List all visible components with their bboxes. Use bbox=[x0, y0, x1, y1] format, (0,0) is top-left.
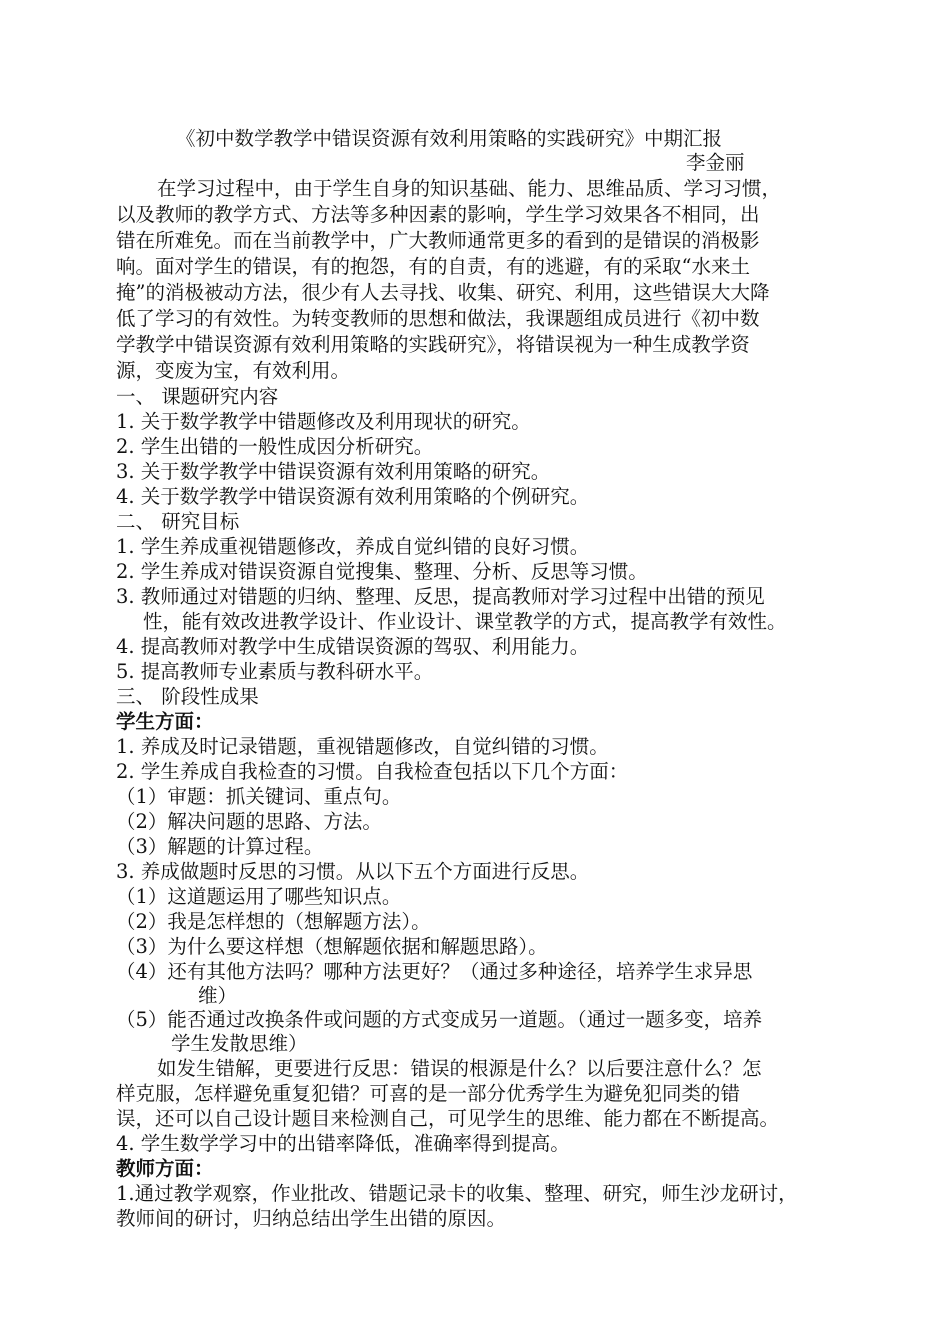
intro-line: 源，变废为宝，有效利用。 bbox=[116, 359, 351, 382]
list-item: （1）审题：抓关键词、重点句。 bbox=[116, 785, 402, 808]
list-item: （4）还有其他方法吗？哪种方法更好？（通过多种途径，培养学生求异思 bbox=[116, 960, 753, 983]
list-item-continuation: 维） bbox=[198, 984, 238, 1007]
list-item-continuation: 教师间的研讨，归纳总结出学生出错的原因。 bbox=[116, 1207, 507, 1230]
list-item: 4. 提高教师对教学中生成错误资源的驾驭、利用能力。 bbox=[116, 635, 590, 658]
intro-line: 低了学习的有效性。为转变教师的思想和做法，我课题组成员进行《初中数 bbox=[116, 307, 760, 330]
teachers-subheading: 教师方面： bbox=[116, 1157, 214, 1180]
paragraph-line: 样克服，怎样避免重复犯错？可喜的是一部分优秀学生为避免犯同类的错 bbox=[116, 1082, 741, 1105]
list-item: 3. 教师通过对错题的归纳、整理、反思，提高教师对学习过程中出错的预见 bbox=[116, 585, 765, 608]
list-item: 3. 养成做题时反思的习惯。从以下五个方面进行反思。 bbox=[116, 860, 590, 883]
intro-line: 学教学中错误资源有效利用策略的实践研究》，将错误视为一种生成教学资 bbox=[116, 333, 750, 356]
list-item: 1. 养成及时记录错题，重视错题修改，自觉纠错的习惯。 bbox=[116, 735, 609, 758]
section-heading: 一、 课题研究内容 bbox=[116, 385, 279, 408]
list-item-continuation: 学生发散思维） bbox=[171, 1032, 308, 1055]
list-item: （2）我是怎样想的（想解题方法）。 bbox=[116, 910, 431, 933]
intro-line: 掩”的消极被动方法，很少有人去寻找、收集、研究、利用，这些错误大大降 bbox=[116, 281, 770, 304]
paragraph-line: 如发生错解，更要进行反思：错误的根源是什么？以后要注意什么？怎 bbox=[157, 1057, 762, 1080]
intro-line: 错在所难免。而在当前教学中，广大教师通常更多的看到的是错误的消极影 bbox=[116, 229, 760, 252]
paragraph-line: 误，还可以自己设计题目来检测自己，可见学生的思维、能力都在不断提高。 bbox=[116, 1107, 780, 1130]
list-item-continuation: 性，能有效改进教学设计、作业设计、课堂教学的方式，提高教学有效性。 bbox=[143, 610, 787, 633]
list-item: 4. 学生数学学习中的出错率降低，准确率得到提高。 bbox=[116, 1132, 570, 1155]
intro-line: 以及教师的教学方式、方法等多种因素的影响，学生学习效果各不相同，出 bbox=[116, 203, 760, 226]
author-name: 李金丽 bbox=[686, 151, 745, 174]
list-item: （1）这道题运用了哪些知识点。 bbox=[116, 885, 402, 908]
section-heading: 二、 研究目标 bbox=[116, 510, 240, 533]
list-item: 1.通过教学观察，作业批改、错题记录卡的收集、整理、研究，师生沙龙研讨， bbox=[116, 1182, 798, 1205]
list-item: 1. 学生养成重视错题修改，养成自觉纠错的良好习惯。 bbox=[116, 535, 590, 558]
document-title: 《初中数学教学中错误资源有效利用策略的实践研究》中期汇报 bbox=[176, 127, 723, 150]
list-item: 2. 学生养成自我检查的习惯。自我检查包括以下几个方面： bbox=[116, 760, 629, 783]
list-item: （3）解题的计算过程。 bbox=[116, 835, 324, 858]
section-heading: 三、 阶段性成果 bbox=[116, 685, 259, 708]
intro-line: 响。面对学生的错误，有的抱怨，有的自责，有的逃避，有的采取“水来土 bbox=[116, 255, 750, 278]
list-item: 2. 学生养成对错误资源自觉搜集、整理、分析、反思等习惯。 bbox=[116, 560, 648, 583]
intro-line: 在学习过程中，由于学生自身的知识基础、能力、思维品质、学习习惯， bbox=[157, 177, 782, 200]
list-item: 5. 提高教师专业素质与教科研水平。 bbox=[116, 660, 434, 683]
list-item: （2）解决问题的思路、方法。 bbox=[116, 810, 382, 833]
list-item: 2. 学生出错的一般性成因分析研究。 bbox=[116, 435, 434, 458]
list-item: （5）能否通过改换条件或问题的方式变成另一道题。（通过一题多变，培养 bbox=[116, 1008, 763, 1031]
list-item: 1. 关于数学教学中错题修改及利用现状的研究。 bbox=[116, 410, 531, 433]
list-item: （3）为什么要这样想（想解题依据和解题思路）。 bbox=[116, 935, 548, 958]
students-subheading: 学生方面： bbox=[116, 710, 214, 733]
list-item: 4. 关于数学教学中错误资源有效利用策略的个例研究。 bbox=[116, 485, 590, 508]
list-item: 3. 关于数学教学中错误资源有效利用策略的研究。 bbox=[116, 460, 551, 483]
